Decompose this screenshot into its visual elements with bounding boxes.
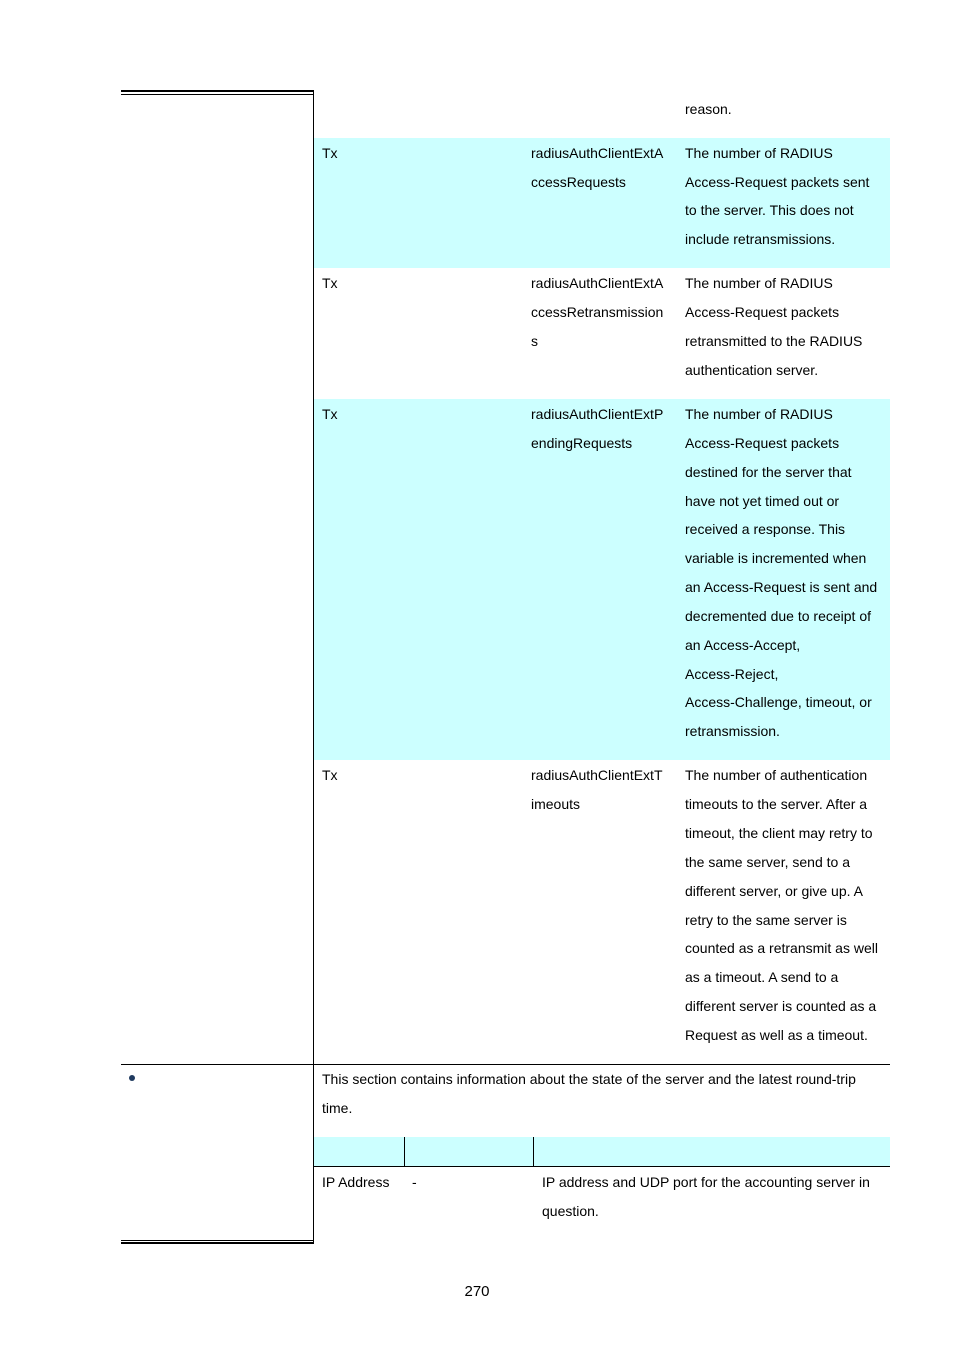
description-line: Access-Challenge, timeout, or [685,694,872,710]
description-line: received a response. This [685,521,846,537]
description-line: retransmitted to the RADIUS [685,333,863,349]
direction-cell: Tx [322,275,338,291]
description-line: The number of RADIUS [685,145,833,161]
description-line: Access-Request packets [685,435,840,451]
description-line: authentication server. [685,362,819,378]
description-line: an Access-Accept, [685,637,801,653]
description-line: retransmission. [685,723,780,739]
subtable-name-cell: IP Address [322,1174,390,1190]
description-line: have not yet timed out or [685,493,840,509]
object-line: radiusAuthClientExtA [531,275,664,291]
description-line: timeouts to the server. After a [685,796,868,812]
description-line: reason. [685,101,732,117]
description-line: include retransmissions. [685,231,836,247]
object-line: radiusAuthClientExtT [531,767,663,783]
subtable-header-divider [404,1137,405,1166]
table-bottom-border [121,1242,314,1244]
description-line: timeout, the client may retry to [685,825,873,841]
direction-cell: Tx [322,767,338,783]
description-line: variable is incremented when [685,550,867,566]
description-line: counted as a retransmit as well [685,940,878,956]
object-line: radiusAuthClientExtP [531,406,664,422]
description-line: different server, or give up. A [685,883,863,899]
section-intro-line: time. [322,1100,353,1116]
object-line: s [531,333,538,349]
description-line: The number of RADIUS [685,275,833,291]
bullet-icon [129,1075,135,1081]
object-line: ccessRequests [531,174,626,190]
description-line: as a timeout. A send to a [685,969,839,985]
direction-cell: Tx [322,145,338,161]
description-line: an Access-Request is sent and [685,579,878,595]
table-bottom-border-inner [121,1240,314,1241]
table-top-border-inner [121,94,314,95]
page-number: 270 [464,1283,490,1300]
object-line: radiusAuthClientExtA [531,145,664,161]
object-line: imeouts [531,796,581,812]
subtable-description-line: question. [542,1203,599,1219]
description-line: decremented due to receipt of [685,608,872,624]
description-line: Access-Request packets sent [685,174,870,190]
subtable-header-rule [314,1166,890,1167]
object-line: ccessRetransmission [531,304,664,320]
direction-cell: Tx [322,406,338,422]
description-line: retry to the same server is [685,912,847,928]
description-line: Access-Reject, [685,666,779,682]
subtable-header [314,1137,890,1166]
subtable-description-line: IP address and UDP port for the accounting server in [542,1174,870,1190]
table-top-border [121,90,314,92]
object-line: endingRequests [531,435,633,451]
subtable-header-divider [533,1137,534,1166]
section-intro-line: This section contains information about the state of the server and the latest round-trip [322,1071,856,1087]
description-line: The number of RADIUS [685,406,833,422]
description-line: to the server. This does not [685,202,854,218]
description-line: The number of authentication [685,767,868,783]
description-line: Request as well as a timeout. [685,1027,868,1043]
description-line: the same server, send to a [685,854,850,870]
subtable-value-cell: - [412,1174,417,1190]
description-line: Access-Request packets [685,304,840,320]
description-line: different server is counted as a [685,998,877,1014]
description-line: destined for the server that [685,464,852,480]
